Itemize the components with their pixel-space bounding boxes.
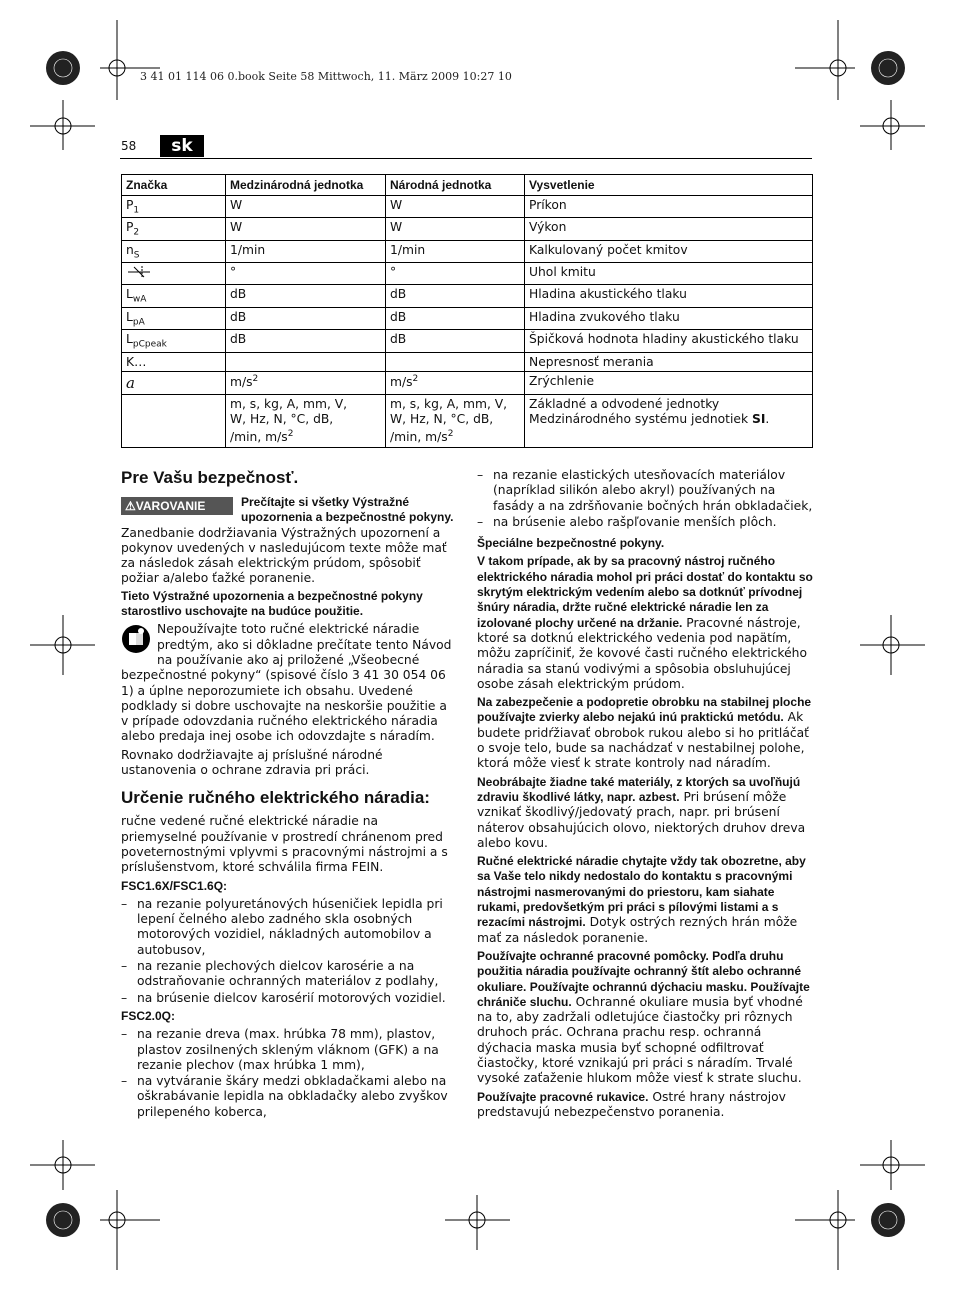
table-row	[122, 371, 813, 394]
header-divider	[120, 158, 812, 159]
description-text: Medzinárodného systému jednotiek	[529, 411, 752, 426]
table-header-cell: Medzinárodná jednotka	[226, 175, 386, 196]
symbol-subscript: pCpeak	[132, 339, 167, 350]
unit-text: dB	[390, 309, 407, 324]
superscript: 2	[447, 428, 454, 439]
description-cell: Zrýchlenie	[525, 371, 813, 394]
description-text: .	[765, 411, 770, 426]
intl-unit-cell	[226, 263, 386, 285]
description-cell: Výkon	[525, 218, 813, 240]
read-manual-text: Nepoužívajte toto ručné elektrické náradie predtým, ako si dôkladne prečítate tento Návod na používanie ako aj priložené „Všeobecné bezpečnostné pokyny“ (spisové číslo 3 41 30 054 06 1) a úplne neporozumiete ich obsahu. Uvedené podklady si dobre uschovajte na neskoršie použitie a v prípade odovzdania ručného elektrického náradia alebo predaja inej osobe ich odovzdajte s náradím.	[121, 622, 452, 744]
body-text: Ostré hrany nástrojov predstavujú nebezpečenstvo poranenia.	[477, 1089, 786, 1119]
unit-text: °	[390, 265, 397, 280]
description-cell: Príkon	[525, 196, 813, 218]
warning-paragraph	[121, 495, 454, 587]
national-unit-cell	[386, 394, 525, 447]
table-row	[122, 240, 813, 262]
read-manual-icon	[121, 624, 151, 654]
symbol-subscript: 2	[133, 227, 140, 238]
table-row	[122, 352, 813, 371]
units-table	[121, 174, 813, 448]
table-row	[122, 218, 813, 240]
intl-unit-cell	[226, 240, 386, 262]
symbol-cell	[122, 285, 226, 307]
national-unit-cell	[386, 196, 525, 218]
unit-text: m/s	[230, 374, 253, 389]
unit-text: 1/min	[230, 242, 266, 257]
unit-text: dB	[230, 287, 247, 302]
symbol-text: K…	[126, 354, 147, 369]
safety-paragraph	[477, 554, 813, 692]
table-row	[122, 330, 813, 352]
safety-paragraph	[477, 775, 813, 851]
intl-unit-cell	[226, 218, 386, 240]
unit-text: /min, m/s	[230, 429, 288, 444]
safety-paragraph	[477, 949, 813, 1087]
list-item: – na rezanie plechových dielcov karosérie a na odstraňovanie ochranných materiálov z podlahy,	[121, 959, 454, 990]
unit-text: m, s, kg, A, mm, V,	[390, 396, 508, 411]
symbol-text: L	[126, 332, 133, 347]
unit-text: W	[230, 220, 243, 235]
intl-unit-cell	[226, 330, 386, 352]
page-number: 58	[121, 139, 137, 153]
usage-list-3	[477, 468, 813, 530]
right-column	[477, 468, 813, 1123]
usage-list-2	[121, 1027, 454, 1120]
symbol-subscript: pA	[132, 317, 145, 328]
section-title-safety: Pre Vašu bezpečnosť.	[121, 468, 299, 487]
safety-paragraph	[477, 1090, 813, 1121]
unit-text: dB	[230, 332, 247, 347]
unit-text: W	[390, 198, 403, 212]
list-item: – na brúsenie dielcov karosérií motorových vozidiel.	[121, 991, 454, 1006]
symbol-subscript: 1	[133, 205, 140, 216]
unit-text: dB	[230, 309, 247, 324]
symbol-text: P	[126, 198, 134, 212]
unit-text: dB	[390, 332, 407, 347]
description-cell: Uhol kmitu	[525, 263, 813, 285]
list-item: – na rezanie elastických utesňovacích materiálov (napríklad silikón alebo akryl) používaných na fasády a na zdršňovanie bočných hrán obkladačiek,	[477, 468, 813, 514]
unit-text: W, Hz, N, °C, dB,	[390, 411, 494, 426]
unit-text: m/s	[390, 374, 413, 389]
symbol-cell	[122, 218, 226, 240]
safety-paragraph	[477, 695, 813, 771]
body-text: Ochranné okuliare musia byť vhodné na to, aby zadržali odletujúce čiastočky pri rôznych druhoch prác. Ochrana prachu resp. ochranná dýchacia maska musia byť schopné odfiltrovať čiastočky, ktoré vznikajú pri práci s náradím. Trvalé vysoké zaťaženie hlukom môže viesť k strate sluchu.	[477, 994, 803, 1086]
description-cell: Nepresnosť merania	[525, 352, 813, 371]
warning-label: VAROVANIE	[135, 499, 206, 513]
description-cell: Špičková hodnota hladiny akustického tlaku	[525, 330, 813, 352]
body-text: Ak budete pridŕžiavať obrobok rukou alebo si ho pritláčať o svoje telo, bude sa nachádzať v nestabilnej polohe, ktorá môže viesť k strate kontroly nad náradím.	[477, 710, 809, 771]
national-unit-cell	[386, 285, 525, 307]
intl-unit-cell	[226, 196, 386, 218]
warning-triangle-icon: ⚠	[125, 499, 136, 513]
unit-text: dB	[390, 287, 407, 302]
bold-text: Ručné elektrické náradie chytajte vždy tak obozretne, aby sa Vaše telo nikdy nedostalo do kontaktu s pracovnými nástrojmi nasmerovanými do priestoru, kam siahate rukami, predovšetkým pri práci s pílovými listami a s rezacími nástrojmi.	[477, 854, 806, 930]
symbol-subscript: S	[133, 250, 140, 261]
unit-text: W, Hz, N, °C, dB,	[230, 411, 334, 426]
symbol-text: P	[126, 220, 134, 235]
symbol-cell	[122, 371, 226, 394]
model-group-2: FSC2.0Q:	[121, 1008, 176, 1023]
read-manual-paragraph	[121, 622, 454, 744]
bold-text: Neobrábajte žiadne také materiály, z ktorých sa uvoľňujú zdraviu škodlivé látky, napr. azbest.	[477, 774, 801, 804]
warning-bold-text: Prečítajte si všetky Výstražné upozornenia a bezpečnostné pokyny.	[241, 495, 454, 525]
table-header-cell: Vysvetlenie	[525, 175, 813, 196]
symbol-cell	[122, 330, 226, 352]
superscript: 2	[287, 428, 294, 439]
section-title-usage: Určenie ručného elektrického náradia:	[121, 788, 430, 808]
special-safety-title: Špeciálne bezpečnostné pokyny.	[477, 536, 665, 551]
warning-text: Zanedbanie dodržiavania Výstražných upozornení a pokynov uvedených v nasledujúcom texte môže mať za následok zásah elektrickým prúdom, spôsobiť požiar a/alebo ťažké poranenie.	[121, 525, 447, 586]
follow-regulations-text: Rovnako dodržiavajte aj príslušné národné ustanovenia o ochrane zdravia pri práci.	[121, 747, 383, 778]
language-tab: sk	[160, 135, 204, 157]
bold-text: Na zabezpečenie a podopretie obrobku na stabilnej ploche používajte zvierky alebo nejakú inú praktickú metódu.	[477, 695, 812, 725]
bold-text: Používajte pracovné rukavice.	[477, 1089, 649, 1104]
national-unit-cell	[386, 240, 525, 262]
list-item: – na vytváranie škáry medzi obkladačkami alebo na oškrabávanie lepidla na obkladačky alebo zvyškov prilepeného koberca,	[121, 1074, 454, 1120]
safety-paragraph	[477, 854, 813, 946]
national-unit-cell	[386, 352, 525, 371]
table-row	[122, 263, 813, 285]
body-text: Pracovné nástroje, ktoré sa dotknú elektrického vedenia pod napätím, môžu zapríčiniť, že kovové časti ručného elektrického náradia sa stanú vodivými a spôsobia obsluhujúcej osobe zásah elektrickým prúdom.	[477, 615, 807, 691]
symbol-text: a	[126, 373, 135, 392]
symbol-cell	[122, 263, 226, 285]
superscript: 2	[412, 373, 419, 384]
symbol-text: n	[126, 242, 134, 257]
intl-unit-cell	[226, 394, 386, 447]
symbol-cell	[122, 307, 226, 329]
symbol-subscript: wA	[132, 294, 147, 305]
description-cell	[525, 394, 813, 447]
intl-unit-cell	[226, 285, 386, 307]
book-info: 3 41 01 114 06 0.book Seite 58 Mittwoch, 11. März 2009 10:27 10	[140, 70, 512, 83]
si-abbrev: SI	[751, 411, 766, 426]
oscillation-angle-icon	[126, 265, 152, 279]
model-group-1: FSC1.6X/FSC1.6Q:	[121, 878, 228, 893]
symbol-cell	[122, 352, 226, 371]
unit-text: /min, m/s	[390, 429, 448, 444]
warning-badge	[121, 497, 233, 515]
national-unit-cell	[386, 263, 525, 285]
bold-text: Používajte ochranné pracovné pomôcky. Podľa druhu použitia náradia používajte ochranný štít alebo ochranné okuliare. Používajte ochrannú dýchaciu masku. Používajte chrániče sluchu.	[477, 948, 810, 1009]
symbol-cell	[122, 394, 226, 447]
national-unit-cell	[386, 307, 525, 329]
intl-unit-cell	[226, 352, 386, 371]
intl-unit-cell	[226, 371, 386, 394]
bold-text: V takom prípade, ak by sa pracovný nástroj ručného elektrického náradia mohol pri práci dostať do kontaktu so skrytým elektrickým vedením alebo sa dotknúť prívodnej šnúry náradia, držte ručné elektrické náradie len za izolované plochy určené na držanie.	[477, 554, 813, 630]
table-row	[122, 196, 813, 218]
list-item: – na brúsenie alebo rašpľovanie menších plôch.	[477, 515, 813, 530]
intl-unit-cell	[226, 307, 386, 329]
symbol-cell	[122, 240, 226, 262]
description-cell: Hladina akustického tlaku	[525, 285, 813, 307]
usage-list-1	[121, 897, 454, 1006]
unit-text: W	[390, 220, 403, 235]
left-column	[121, 468, 454, 1123]
usage-intro: ručne vedené ručné elektrické náradie na priemyselné používanie v prostredí chránenom pred poveternostnými vplyvmi s pracovnými nástrojmi a s príslušenstvom, ktoré schválila firma FEIN.	[121, 814, 448, 875]
table-header-cell: Značka	[122, 175, 226, 196]
symbol-text: L	[126, 309, 133, 324]
unit-text: °	[230, 265, 237, 280]
body-text: Dotyk ostrých rezných hrán môže mať za následok poranenie.	[477, 915, 798, 945]
national-unit-cell	[386, 371, 525, 394]
national-unit-cell	[386, 218, 525, 240]
table-row	[122, 394, 813, 447]
national-unit-cell	[386, 330, 525, 352]
list-item: – na rezanie polyuretánových húseničiek lepidla pri lepení čelného alebo zadného skla osobných motorových vozidiel, nákladných automobilov a autobusov,	[121, 897, 454, 958]
unit-text: 1/min	[390, 242, 426, 257]
table-row	[122, 285, 813, 307]
unit-text: m, s, kg, A, mm, V,	[230, 396, 348, 411]
superscript: 2	[252, 373, 259, 384]
description-text: Základné a odvodené jednotky	[529, 396, 720, 411]
table-header-row	[122, 175, 813, 196]
symbol-text: L	[126, 287, 133, 302]
list-item: – na rezanie dreva (max. hrúbka 78 mm), plastov, plastov zosilnených skleným vláknom (GFK) a na rezanie plechov (max hrúbka 1 mm),	[121, 1027, 454, 1073]
unit-text: W	[230, 198, 243, 212]
description-cell: Kalkulovaný počet kmitov	[525, 240, 813, 262]
keep-instructions-text: Tieto Výstražné upozornenia a bezpečnostné pokyny starostlivo uschovajte na budúce použitie.	[121, 588, 423, 619]
description-cell: Hladina zvukového tlaku	[525, 307, 813, 329]
table-row	[122, 307, 813, 329]
table-header-cell: Národná jednotka	[386, 175, 525, 196]
symbol-cell	[122, 196, 226, 218]
body-text: Pri brúsení môže vznikať škodlivý/jedovatý prach, napr. pri brúsení náterov obsahujúcich olovo, niektorých druhov dreva alebo kovu.	[477, 789, 806, 850]
